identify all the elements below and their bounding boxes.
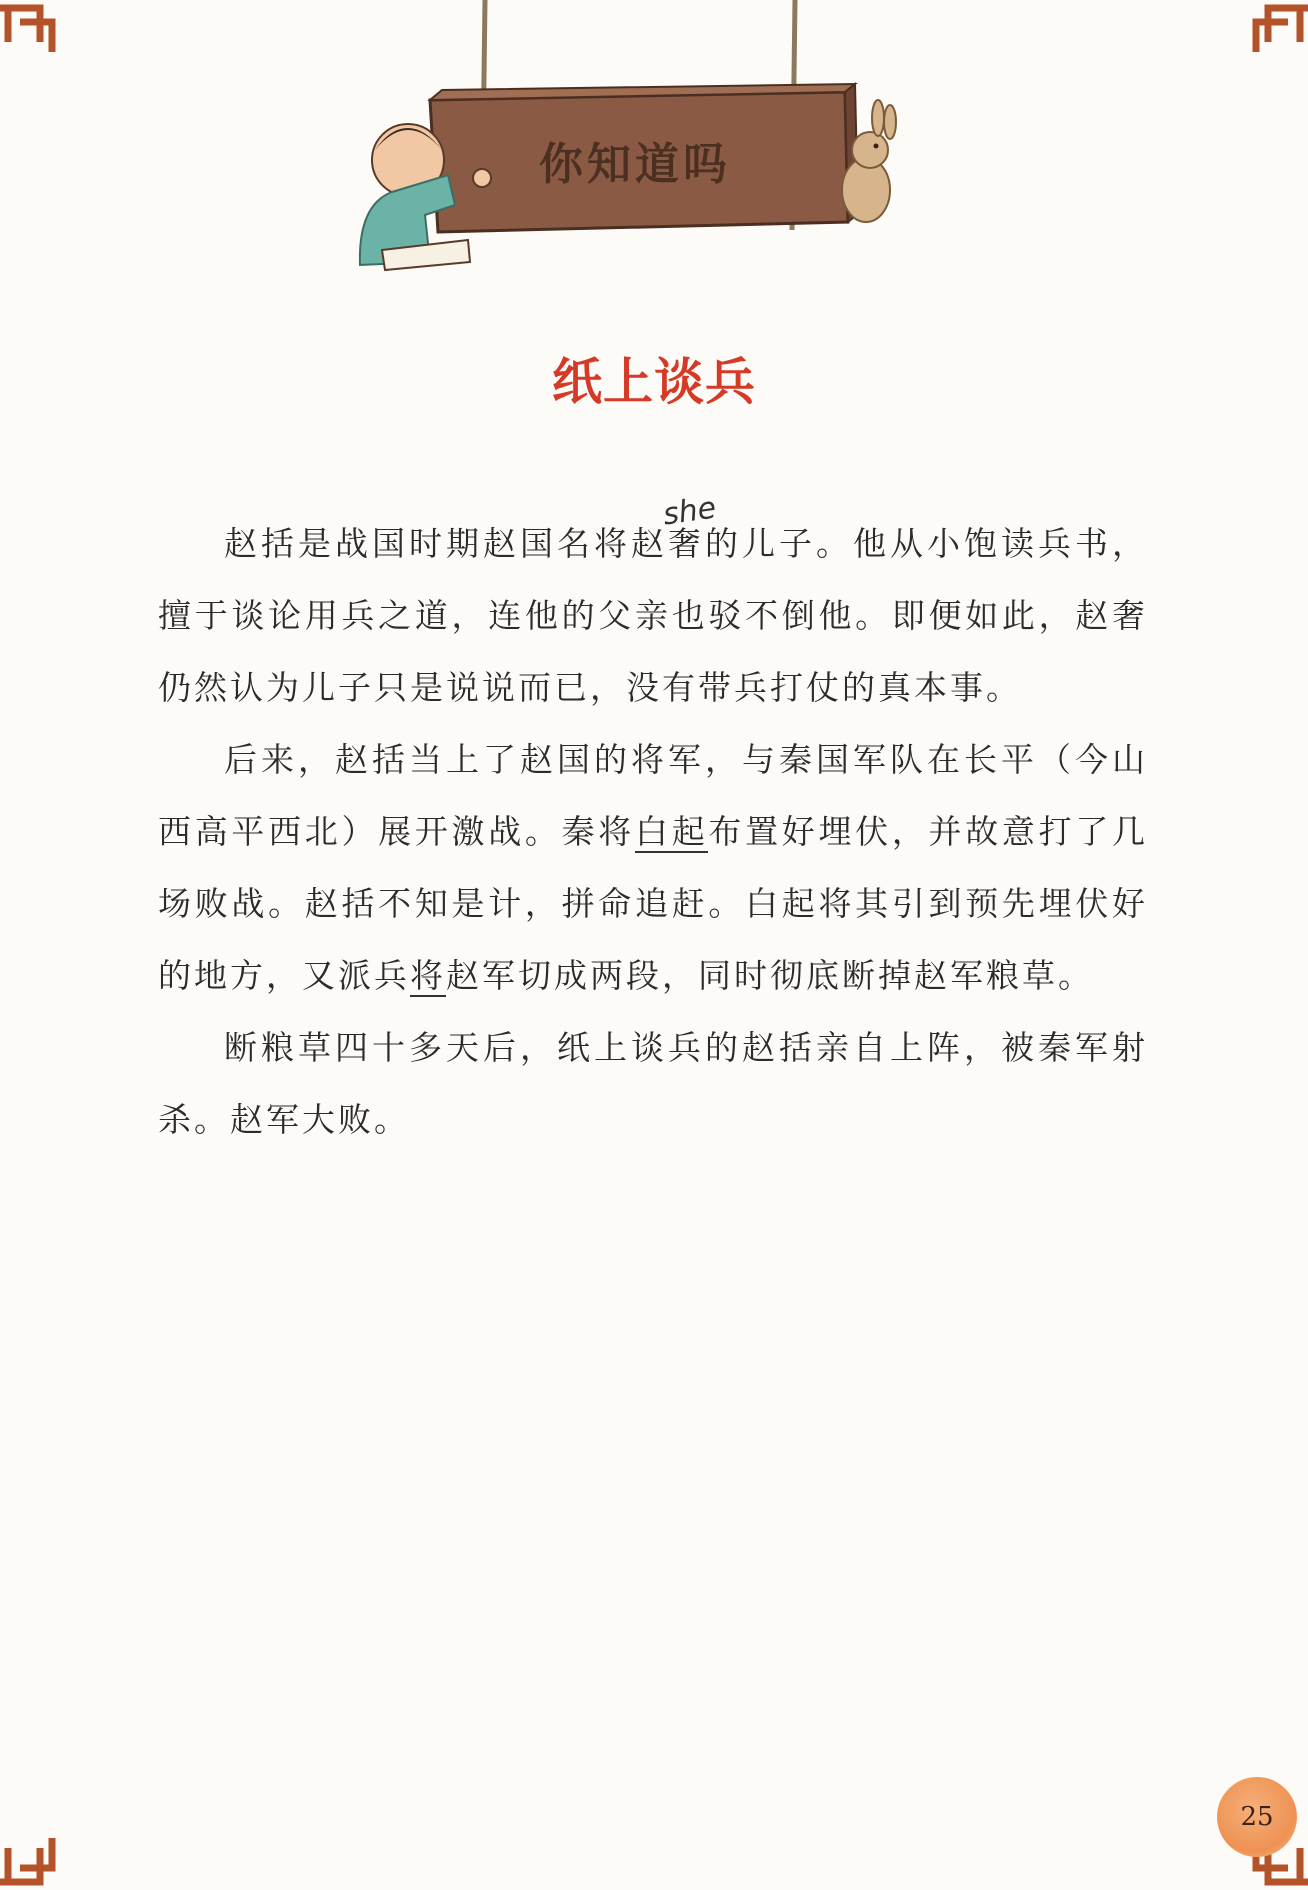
underlined-character-jiang: 将 xyxy=(410,956,446,995)
paragraph-1-part-c: 的儿子。他从小饱读兵书，擅于谈论用兵之道，连他的父亲也驳不倒他。即便如此，赵奢仍然认为儿子只是说说而已，没有带兵打仗的真本事。 xyxy=(158,524,1148,707)
corner-ornament-bottom-left xyxy=(0,1820,70,1890)
annotated-character: 奢 xyxy=(668,524,705,563)
corner-ornament-top-left xyxy=(0,0,70,70)
page-number-badge: 25 xyxy=(1217,1777,1297,1857)
article-title: 纸上谈兵 xyxy=(552,353,756,411)
paragraph-1-part-a: 赵括是战国时期赵国名将赵 xyxy=(224,524,668,563)
paragraph-1 xyxy=(158,508,1148,724)
corner-ornament-top-right xyxy=(1238,0,1308,70)
article-body xyxy=(158,508,1148,1156)
paragraph-2 xyxy=(158,724,1148,1012)
banner-label: 你知道吗 xyxy=(539,139,731,190)
paragraph-2-part-c: 布置好埋伏，并故意打了几场败战。赵括不知是计，拼命追赶。白起将其引到预先埋伏好的地方，又派兵 xyxy=(158,812,1149,995)
underlined-name-baiqi: 白起 xyxy=(635,812,709,851)
paragraph-3: 断粮草四十多天后，纸上谈兵的赵括亲自上阵，被秦军射杀。赵军大败。 xyxy=(158,1028,1148,1139)
banner-illustration xyxy=(330,0,930,290)
handwritten-pinyin-note: she xyxy=(660,490,719,533)
paragraph-2-part-a: 后来，赵括当上了赵国的将军，与秦国军队在长平（今山西高平西北）展开激战。秦将 xyxy=(158,740,1148,851)
paragraph-2-part-e: 赵军切成两段，同时彻底断掉赵军粮草。 xyxy=(446,956,1094,995)
